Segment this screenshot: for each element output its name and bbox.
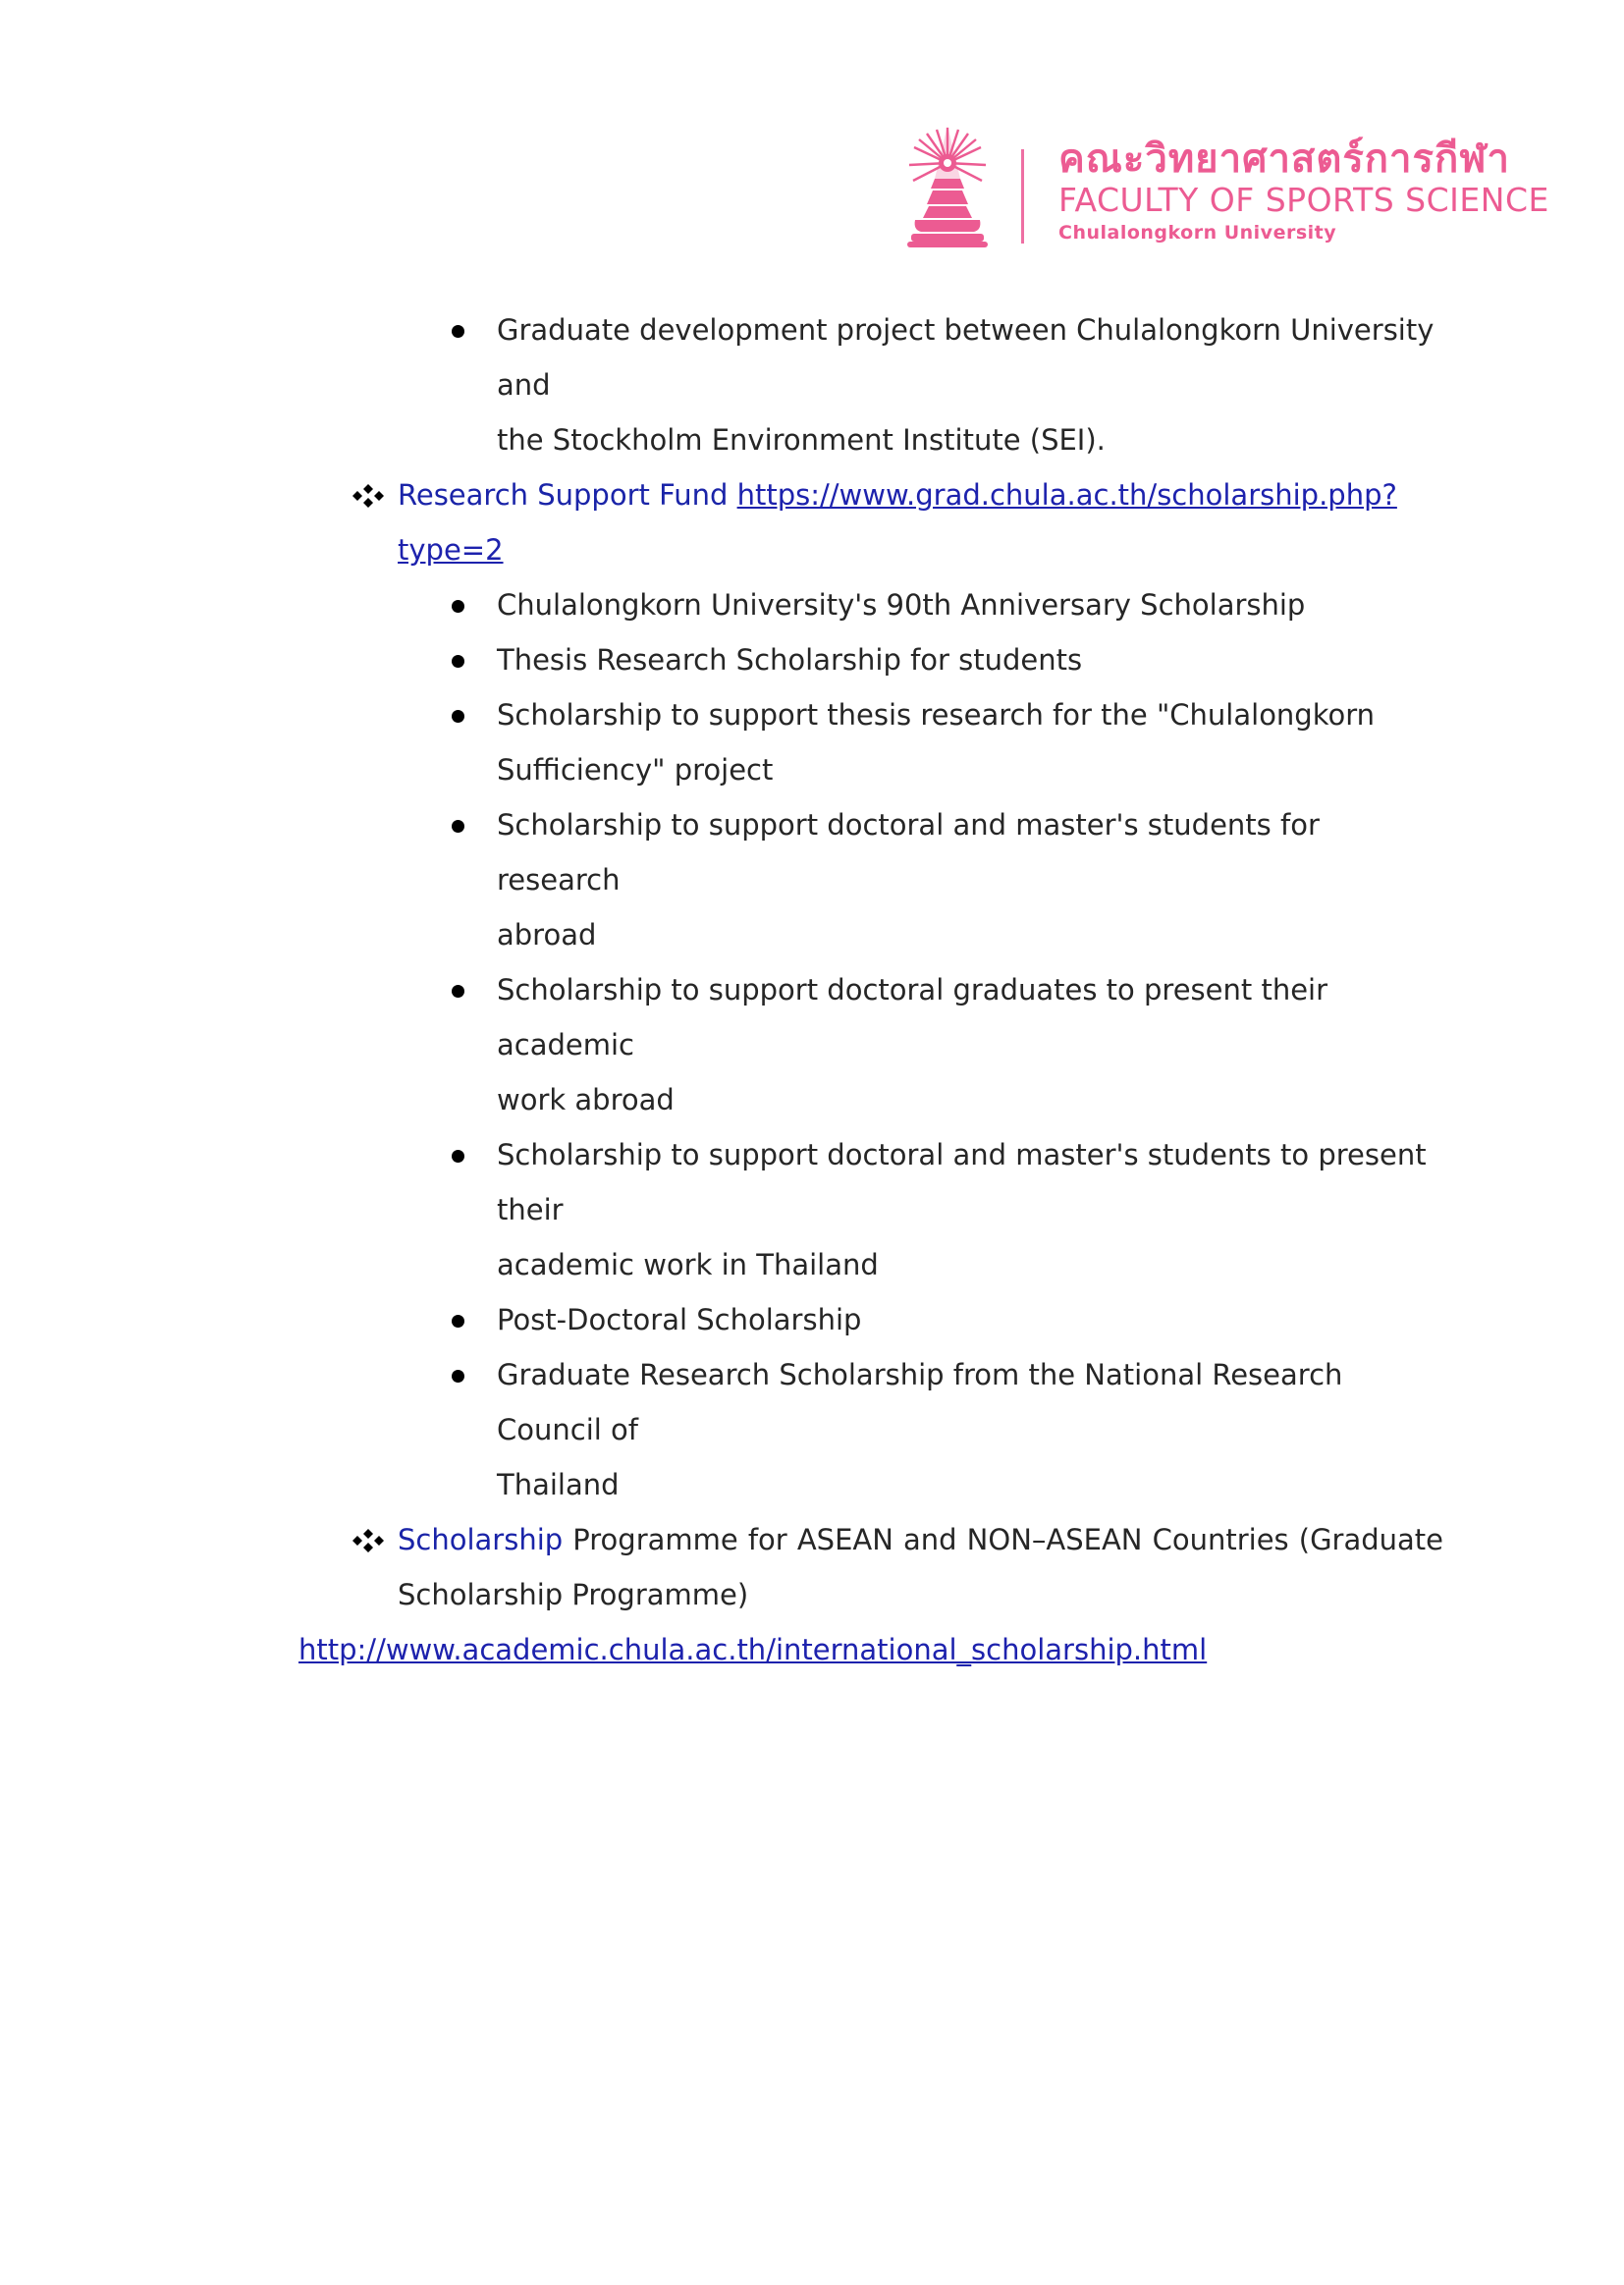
document-body — [295, 302, 1443, 1677]
university-name: Chulalongkorn University — [1058, 222, 1337, 244]
list-item — [295, 1127, 1443, 1292]
list-item — [295, 962, 1443, 1127]
faculty-thai-name: คณะวิทยาศาสตร์การกีฬา — [1058, 136, 1510, 182]
list-item — [295, 687, 1443, 797]
research-fund-link[interactable]: https://www.grad.chula.ac.th/scholarship.php?type=2 — [398, 478, 1397, 567]
chula-crest-icon — [905, 120, 990, 249]
bullet-icon — [452, 710, 464, 723]
list-item — [295, 302, 1443, 467]
list-item — [295, 1292, 1443, 1347]
logo-divider — [1021, 149, 1024, 244]
faculty-english-name: FACULTY OF SPORTS SCIENCE — [1058, 181, 1549, 219]
section-title: Research Support Fund — [398, 478, 729, 512]
list-item-line: Scholarship to support thesis research for the "Chulalongkorn — [497, 698, 1376, 732]
international-scholarship-link[interactable]: http://www.academic.chula.ac.th/international_scholarship.html — [298, 1633, 1208, 1666]
list-item-line: work abroad — [497, 1083, 675, 1116]
faculty-logo — [905, 120, 1549, 257]
diamond-bullet-icon — [350, 1529, 387, 1552]
list-item — [295, 577, 1443, 632]
bullet-icon — [452, 600, 464, 613]
list-item-line: Thesis Research Scholarship for students — [497, 643, 1083, 677]
list-item-line: Scholarship to support doctoral and master's students to present their — [497, 1138, 1427, 1226]
bullet-icon — [452, 1370, 464, 1383]
bullet-icon — [452, 985, 464, 998]
section-heading-line — [398, 1512, 1443, 1567]
list-item-line: Scholarship to support doctoral and master's students for research — [497, 808, 1320, 897]
list-item-line: Scholarship to support doctoral graduates to present their academic — [497, 973, 1328, 1061]
list-item-line: abroad — [497, 918, 597, 952]
list-item-line: Graduate Research Scholarship from the National Research Council of — [497, 1358, 1343, 1446]
bullet-icon — [452, 1315, 464, 1328]
diamond-bullet-icon — [350, 484, 387, 508]
list-item-line: Sufficiency" project — [497, 753, 774, 787]
section-title-rest: Programme for ASEAN and NON–ASEAN Countries (Graduate — [572, 1523, 1444, 1556]
section-heading-line: Scholarship Programme) — [398, 1578, 749, 1611]
section-research-support — [295, 467, 1443, 577]
list-item-line: Chulalongkorn University's 90th Anniversary Scholarship — [497, 588, 1306, 622]
logo-text — [1058, 137, 1549, 245]
bullet-icon — [452, 655, 464, 668]
section-asean-scholarship — [295, 1512, 1443, 1622]
asean-link-line — [295, 1622, 1443, 1677]
list-item-line: academic work in Thailand — [497, 1248, 879, 1281]
list-item-line: Thailand — [497, 1468, 620, 1501]
list-item-line: Graduate development project between Chulalongkorn University and — [497, 313, 1435, 402]
bullet-icon — [452, 1150, 464, 1163]
section-title: Scholarship — [398, 1523, 564, 1556]
list-item — [295, 632, 1443, 687]
list-item-line: Post-Doctoral Scholarship — [497, 1303, 862, 1336]
list-item-line: the Stockholm Environment Institute (SEI). — [497, 423, 1106, 457]
list-item — [295, 797, 1443, 962]
bullet-icon — [452, 325, 464, 338]
bullet-icon — [452, 820, 464, 833]
list-item — [295, 1347, 1443, 1512]
